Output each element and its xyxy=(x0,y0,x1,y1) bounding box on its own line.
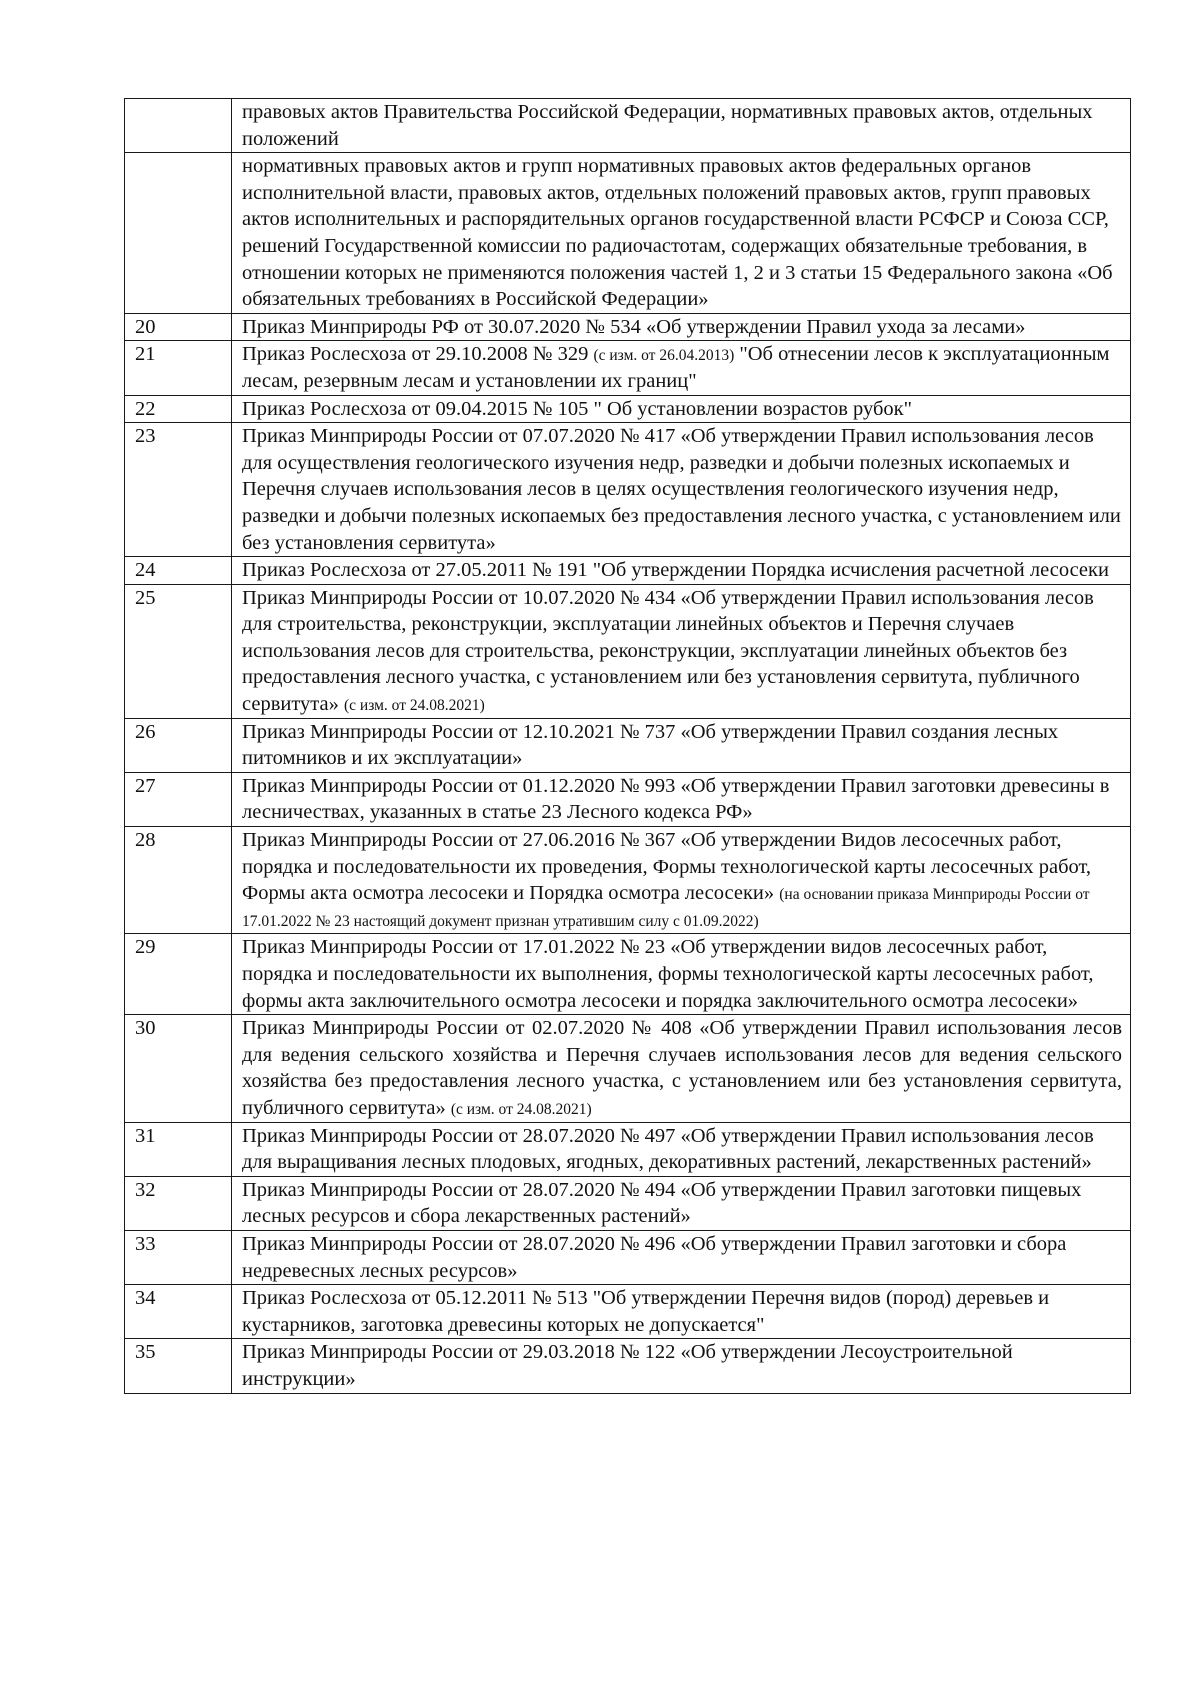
row-number: 25 xyxy=(125,584,232,718)
row-text xyxy=(232,827,1131,934)
row-number: 33 xyxy=(125,1230,232,1284)
table-row xyxy=(125,153,1131,314)
row-number: 30 xyxy=(125,1015,232,1122)
row-text xyxy=(232,584,1131,718)
act-title: Приказ Минприроды России от 28.07.2020 № 494 «Об утверждении Правил заготовки пищевых лесных ресурсов и сбора лекарственных растений» xyxy=(242,1178,1082,1228)
act-title: Приказ Минприроды РФ от 30.07.2020 № 534 «Об утверждении Правил ухода за лесами» xyxy=(242,315,1026,338)
row-text xyxy=(232,341,1131,395)
row-number: 23 xyxy=(125,423,232,557)
act-title: Приказ Рослесхоза от 29.10.2008 № 329 xyxy=(242,343,594,366)
table-row xyxy=(125,341,1131,395)
row-text xyxy=(232,557,1131,585)
act-title: Приказ Минприроды России от 27.06.2016 № 367 «Об утверждении Видов лесосечных работ, порядка и последовательности их проведения, Формы технологической карты лесосечных работ, Формы акта осмотра лесосеки и Порядка осмотра лесосеки» xyxy=(242,829,1092,905)
table-row xyxy=(125,827,1131,934)
row-number: 26 xyxy=(125,718,232,772)
act-title: Приказ Минприроды России от 28.07.2020 № 496 «Об утверждении Правил заготовки и сбора недревесных лесных ресурсов» xyxy=(242,1232,1067,1282)
row-text xyxy=(232,423,1131,557)
row-number: 28 xyxy=(125,827,232,934)
table-row xyxy=(125,1122,1131,1176)
act-title: Приказ Минприроды России от 29.03.2018 № 122 «Об утверждении Лесоустроительной инструкции» xyxy=(242,1341,1013,1390)
row-number: 31 xyxy=(125,1122,232,1176)
row-text xyxy=(232,1015,1131,1122)
row-text xyxy=(232,1339,1131,1393)
row-text xyxy=(232,1176,1131,1230)
row-text xyxy=(232,1285,1131,1339)
row-number: 22 xyxy=(125,395,232,423)
act-title: правовых актов Правительства Российской Федерации, нормативных правовых актов, отдельных положений xyxy=(242,101,1093,150)
act-title: Приказ Рослесхоза от 09.04.2015 № 105 " Об установлении возрастов рубок" xyxy=(242,397,913,420)
table-body xyxy=(125,99,1131,1394)
table-row xyxy=(125,718,1131,772)
amendment-note: (на основании приказа Минприроды России от 17.01.2022 № 23 настоящий документ признан утратившим силу с 01.09.2022) xyxy=(242,886,1090,930)
row-number: 21 xyxy=(125,341,232,395)
row-text xyxy=(232,395,1131,423)
document-page xyxy=(124,98,1131,1394)
row-number: 20 xyxy=(125,313,232,341)
act-title: Приказ Минприроды России от 01.12.2020 № 993 «Об утверждении Правил заготовки древесины в лесничествах, указанных в статье 23 Лесного кодекса РФ» xyxy=(242,774,1110,824)
table-row xyxy=(125,313,1131,341)
row-number: 34 xyxy=(125,1285,232,1339)
act-title: Приказ Минприроды России от 17.01.2022 № 23 «Об утверждении видов лесосечных работ, порядка и последовательности их выполнения, формы технологической карты лесосечных работ, формы акта заключительного осмотра лесосеки и порядка заключительного осмотра лесосеки» xyxy=(242,936,1094,1012)
amendment-note: (с изм. от 24.08.2021) xyxy=(450,1100,592,1118)
act-title: Приказ Минприроды России от 12.10.2021 № 737 «Об утверждении Правил создания лесных питомников и их эксплуатации» xyxy=(242,720,1059,770)
regulations-table xyxy=(124,98,1131,1394)
row-number: 35 xyxy=(125,1339,232,1393)
row-text xyxy=(232,772,1131,826)
act-title: Приказ Минприроды России от 28.07.2020 № 497 «Об утверждении Правил использования лесов для выращивания лесных плодовых, ягодных, декоративных растений, лекарственных растений» xyxy=(242,1124,1094,1174)
act-title: Приказ Минприроды России от 10.07.2020 № 434 «Об утверждении Правил использования лесов для строительства, реконструкции, эксплуатации линейных объектов и Перечня случаев использования лесов для строительства, реконструкции, эксплуатации линейных объектов без предоставления лесного участка, с установлением или без установления сервитута, публичного сервитута» xyxy=(242,586,1094,716)
row-text xyxy=(232,1230,1131,1284)
row-number xyxy=(125,99,232,153)
table-row xyxy=(125,1015,1131,1122)
row-text xyxy=(232,153,1131,314)
row-number: 27 xyxy=(125,772,232,826)
act-title: Приказ Рослесхоза от 27.05.2011 № 191 "Об утверждении Порядка исчисления расчетной лесосеки xyxy=(242,559,1109,582)
row-text xyxy=(232,934,1131,1015)
table-row xyxy=(125,395,1131,423)
table-row xyxy=(125,1176,1131,1230)
table-row xyxy=(125,934,1131,1015)
table-row xyxy=(125,557,1131,585)
row-text xyxy=(232,718,1131,772)
table-row xyxy=(125,1339,1131,1393)
row-number: 32 xyxy=(125,1176,232,1230)
row-text xyxy=(232,1122,1131,1176)
amendment-note: (с изм. от 26.04.2013) xyxy=(593,347,735,365)
row-number xyxy=(125,153,232,314)
row-number: 24 xyxy=(125,557,232,585)
table-row xyxy=(125,99,1131,153)
table-row xyxy=(125,1230,1131,1284)
table-row xyxy=(125,584,1131,718)
row-number: 29 xyxy=(125,934,232,1015)
row-text xyxy=(232,313,1131,341)
act-title: нормативных правовых актов и групп нормативных правовых актов федеральных органов исполнительной власти, правовых актов, отдельных положений правовых актов, групп правовых актов исполнительных и распорядительных органов государственной власти РСФСР и Союза ССР, решений Государственной комиссии по радиочастотам, содержащих обязательные требования, в отношении которых не применяются положения частей 1, 2 и 3 статьи 15 Федерального закона «Об обязательных требованиях в Российской Федерации» xyxy=(242,155,1113,311)
table-row xyxy=(125,423,1131,557)
row-text xyxy=(232,99,1131,153)
act-title: Приказ Минприроды России от 02.07.2020 № 408 «Об утверждении Правил использования лесов для ведения сельского хозяйства и Перечня случаев использования лесов для ведения сельского хозяйства без предоставления лесного участка, с установлением или без установления сервитута, публичного сервитута» xyxy=(242,1017,1122,1119)
act-title: Приказ Минприроды России от 07.07.2020 № 417 «Об утверждении Правил использования лесов для осуществления геологического изучения недр, разведки и добычи полезных ископаемых и Перечня случаев использования лесов в целях осуществления геологического изучения недр, разведки и добычи полезных ископаемых без предоставления лесного участка, с установлением или без установления сервитута» xyxy=(242,425,1121,554)
amendment-note: (с изм. от 24.08.2021) xyxy=(343,697,485,715)
table-row xyxy=(125,1285,1131,1339)
act-title: "Об отнесении лесов к эксплуатационным лесам, резервным лесам и установлении их границ" xyxy=(242,343,1110,392)
act-title: Приказ Рослесхоза от 05.12.2011 № 513 "Об утверждении Перечня видов (пород) деревьев и кустарников, заготовка древесины которых не допускается" xyxy=(242,1287,1050,1336)
table-row xyxy=(125,772,1131,826)
